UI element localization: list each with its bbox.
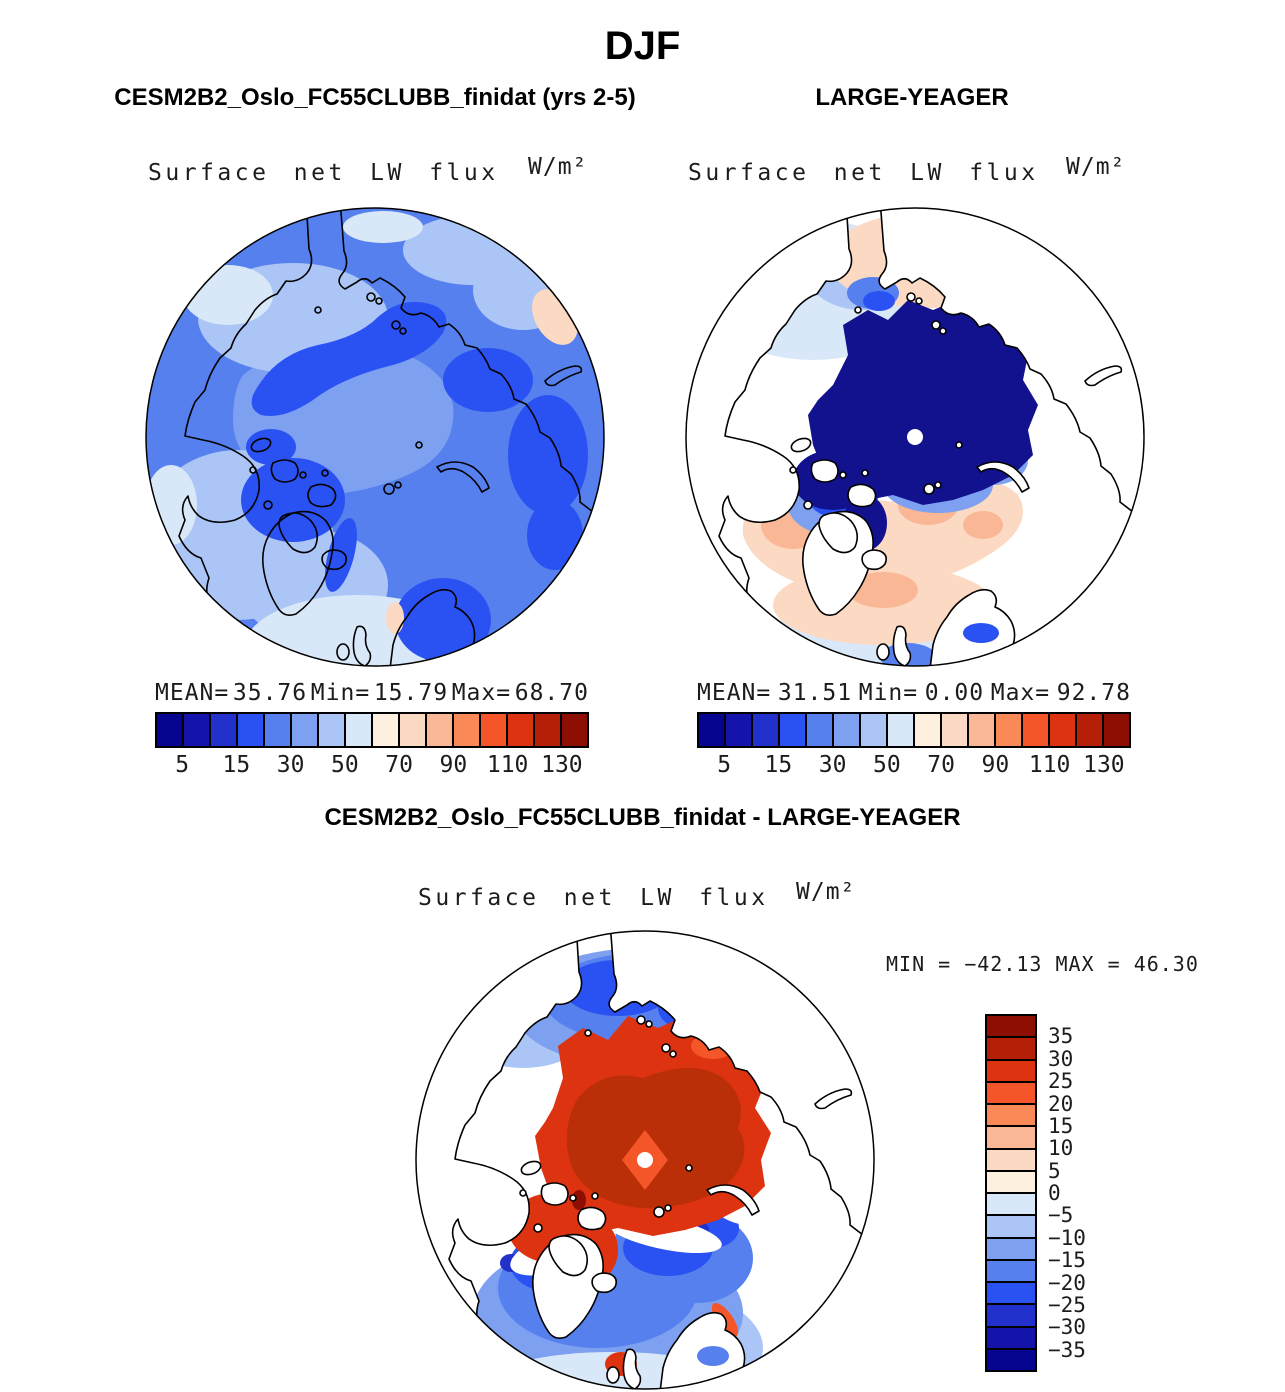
min-value: −42.13 (964, 952, 1043, 976)
model-colorbar-ticks (155, 750, 589, 782)
colorbar-tick-label: 70 (385, 752, 413, 778)
colorbar-cell (751, 714, 778, 746)
colorbar-cell (724, 714, 751, 746)
colorbar-tick-label: 110 (1028, 752, 1071, 778)
colorbar-tick-label: 90 (981, 752, 1010, 778)
colorbar-cell (987, 1192, 1035, 1214)
colorbar-tick-label: 30 (1048, 1046, 1074, 1071)
colorbar-cell (506, 714, 533, 746)
mean-label: MEAN= (155, 680, 230, 706)
mean-value: 35.76 (232, 680, 308, 706)
colorbar-cell (1075, 714, 1102, 746)
colorbar-cell (805, 714, 832, 746)
colorbar-cell (425, 714, 452, 746)
colorbar-cell (987, 1103, 1035, 1125)
colorbar-cell (987, 1059, 1035, 1081)
max-value: 68.70 (514, 680, 589, 706)
model-units-label: W/m² (528, 154, 588, 180)
colorbar-cell (533, 714, 560, 746)
colorbar-cell (263, 714, 290, 746)
colorbar-tick-label: 30 (276, 752, 305, 778)
colorbar-cell (967, 714, 994, 746)
obs-panel-title: LARGE-YEAGER (815, 84, 1009, 111)
colorbar-cell (987, 1214, 1035, 1236)
max-label: Max= (990, 680, 1051, 706)
colorbar-cell (859, 714, 886, 746)
colorbar-cell (987, 1081, 1035, 1103)
colorbar-tick-label: 35 (1048, 1024, 1074, 1049)
colorbar-cell (1021, 714, 1048, 746)
colorbar-tick-label: 70 (927, 752, 955, 778)
min-label: MIN = (886, 952, 952, 976)
colorbar-tick-label: 20 (1048, 1091, 1074, 1116)
diff-range (886, 952, 1199, 976)
model-colorbar (155, 712, 589, 748)
min-value: 15.79 (373, 680, 449, 706)
obs-units-label: W/m² (1066, 154, 1126, 180)
colorbar-cell (987, 1348, 1035, 1370)
colorbar-cell (209, 714, 236, 746)
colorbar-cell (182, 714, 209, 746)
colorbar-tick-label: 15 (764, 752, 793, 778)
model-panel-title: CESM2B2_Oslo_FC55CLUBB_finidat (yrs 2-5) (114, 84, 636, 111)
obs-colorbar-ticks (697, 750, 1131, 782)
colorbar-cell (452, 714, 479, 746)
max-value: 92.78 (1056, 680, 1131, 706)
colorbar-cell (157, 714, 182, 746)
colorbar-tick-label: 5 (1048, 1158, 1061, 1183)
colorbar-cell (344, 714, 371, 746)
colorbar-cell (236, 714, 263, 746)
colorbar-cell (1048, 714, 1075, 746)
obs-map (683, 205, 1147, 669)
diff-colorbar (985, 1014, 1037, 1372)
max-label: Max= (451, 680, 512, 706)
page-title: DJF (604, 24, 681, 68)
colorbar-tick-label: 25 (1048, 1069, 1074, 1094)
model-field-label: Surface net LW flux (148, 160, 499, 186)
diff-field-label: Surface net LW flux (418, 885, 769, 911)
colorbar-cell (987, 1036, 1035, 1058)
colorbar-tick-label: −30 (1048, 1315, 1086, 1340)
colorbar-cell (994, 714, 1021, 746)
obs-colorbar (697, 712, 1131, 748)
colorbar-tick-label: 50 (873, 752, 901, 778)
model-map (143, 205, 607, 669)
colorbar-tick-label: 10 (1048, 1136, 1074, 1161)
colorbar-cell (832, 714, 859, 746)
colorbar-cell (987, 1237, 1035, 1259)
max-label: MAX = (1055, 952, 1121, 976)
colorbar-cell (987, 1125, 1035, 1147)
colorbar-tick-label: 0 (1048, 1181, 1061, 1205)
min-label: Min= (310, 680, 371, 706)
colorbar-tick-label: 90 (439, 752, 468, 778)
min-value: 0.00 (924, 680, 985, 706)
colorbar-cell (987, 1170, 1035, 1192)
colorbar-cell (940, 714, 967, 746)
colorbar-cell (1102, 714, 1129, 746)
colorbar-tick-label: 110 (486, 752, 529, 778)
colorbar-cell (398, 714, 425, 746)
colorbar-tick-label: −35 (1048, 1337, 1086, 1362)
colorbar-cell (987, 1303, 1035, 1325)
diff-colorbar-ticks (1048, 1014, 1128, 1372)
colorbar-tick-label: −25 (1048, 1292, 1086, 1317)
colorbar-cell (987, 1148, 1035, 1170)
colorbar-tick-label: −10 (1048, 1225, 1086, 1250)
colorbar-cell (987, 1259, 1035, 1281)
colorbar-cell (560, 714, 587, 746)
colorbar-tick-label: −5 (1048, 1203, 1074, 1228)
colorbar-tick-label: −15 (1048, 1248, 1086, 1273)
colorbar-cell (317, 714, 344, 746)
diff-panel-title: CESM2B2_Oslo_FC55CLUBB_finidat - LARGE-YEAGER (324, 804, 961, 831)
colorbar-tick-label: 15 (222, 752, 251, 778)
colorbar-tick-label: 30 (818, 752, 847, 778)
colorbar-tick-label: 130 (1083, 752, 1125, 778)
colorbar-cell (987, 1326, 1035, 1348)
colorbar-cell (987, 1281, 1035, 1303)
obs-field-label: Surface net LW flux (688, 160, 1039, 186)
colorbar-cell (479, 714, 506, 746)
colorbar-tick-label: 50 (331, 752, 359, 778)
min-label: Min= (858, 680, 919, 706)
colorbar-cell (913, 714, 940, 746)
colorbar-tick-label: 130 (541, 752, 583, 778)
colorbar-cell (886, 714, 913, 746)
obs-stats (697, 680, 1131, 706)
model-stats (155, 680, 589, 706)
mean-value: 31.51 (777, 680, 853, 706)
colorbar-cell (987, 1016, 1035, 1036)
colorbar-cell (699, 714, 724, 746)
colorbar-cell (290, 714, 317, 746)
max-value: 46.30 (1133, 952, 1199, 976)
mean-label: MEAN= (697, 680, 772, 706)
colorbar-tick-label: 15 (1048, 1113, 1074, 1138)
colorbar-cell (778, 714, 805, 746)
colorbar-cell (371, 714, 398, 746)
diff-units-label: W/m² (796, 879, 856, 905)
colorbar-tick-label: 5 (175, 752, 190, 778)
colorbar-tick-label: −20 (1048, 1270, 1086, 1295)
diff-map (413, 928, 877, 1392)
colorbar-tick-label: 5 (717, 752, 732, 778)
